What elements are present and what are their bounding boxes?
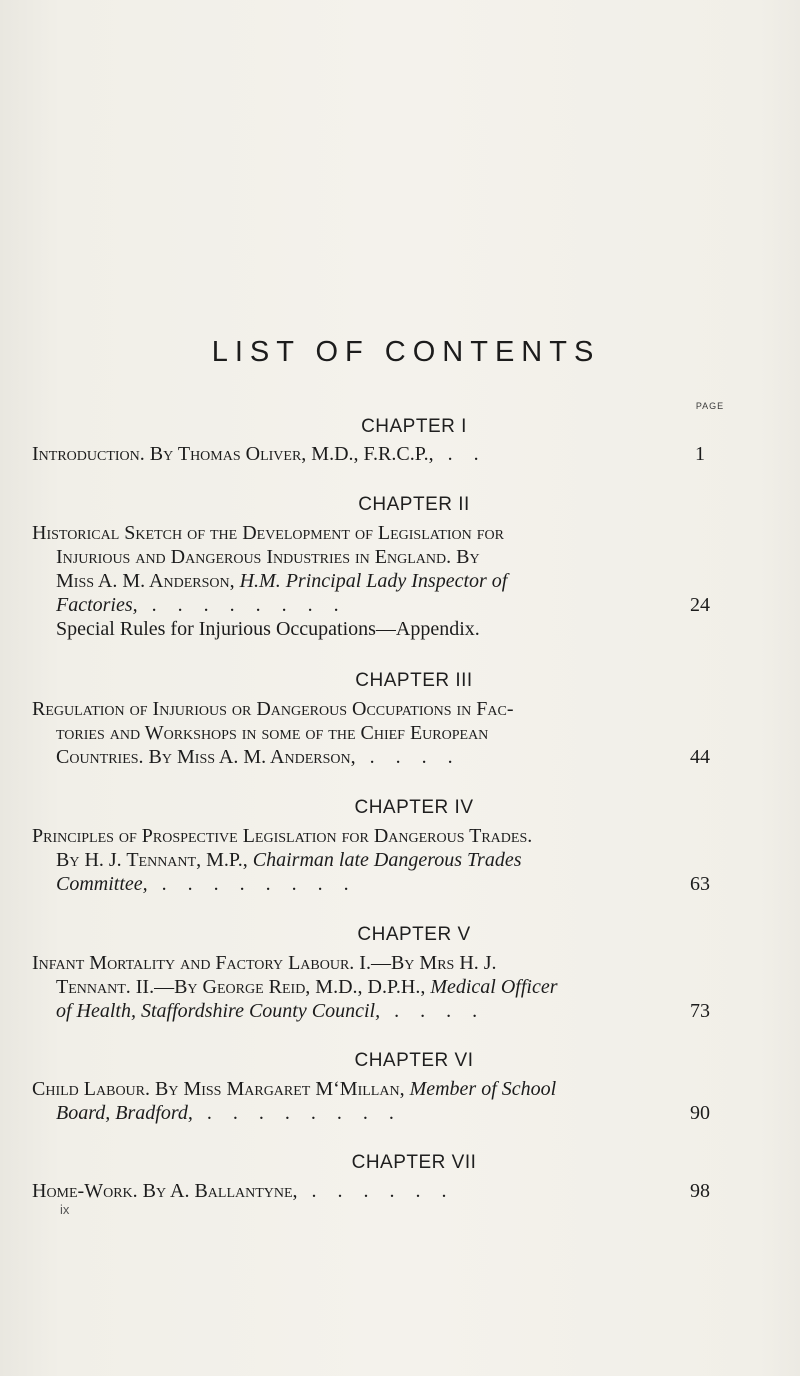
chapter-5-page: 73 [690, 1000, 710, 1022]
chapter-heading-5: CHAPTER V [357, 924, 471, 945]
chapter-4-line-2 [56, 849, 712, 871]
chapter-heading-2: CHAPTER II [358, 494, 470, 515]
chapter-2-author-title: H.M. Principal Lady Inspector of [239, 570, 508, 592]
chapter-6-page: 90 [690, 1102, 710, 1124]
chapter-2-author-title-cont: Factories, [56, 594, 138, 616]
chapter-1-page: 1 [695, 443, 705, 465]
chapter-heading-7: CHAPTER VII [351, 1152, 477, 1173]
chapter-heading-1: CHAPTER I [361, 416, 467, 437]
chapter-3-title-end: Countries. By Miss A. M. Anderson, [56, 746, 356, 768]
page-title: LIST OF CONTENTS [211, 336, 601, 368]
chapter-2-line-2: Injurious and Dangerous Industries in England. By [56, 546, 480, 568]
chapter-2-page: 24 [690, 594, 710, 616]
leader-dots: ........ [206, 1102, 415, 1124]
leader-dots: ........ [151, 594, 360, 616]
chapter-7-entry [32, 1180, 712, 1202]
chapter-2-line-1: Historical Sketch of the Development of Legislation for [32, 522, 504, 544]
chapter-6-line-2 [56, 1102, 712, 1124]
chapter-4-author: By H. J. Tennant, M.P., [56, 849, 248, 871]
chapter-5-line-1: Infant Mortality and Factory Labour. I.—By Mrs H. J. [32, 952, 497, 974]
folio-page-number: ix [60, 1202, 70, 1217]
chapter-1-entry [32, 443, 712, 465]
chapter-4-author-title: Chairman late Dangerous Trades [252, 849, 522, 871]
chapter-2-author: Miss A. M. Anderson, [56, 570, 235, 592]
chapter-3-line-1: Regulation of Injurious or Dangerous Occupations in Fac- [32, 698, 514, 720]
chapter-4-author-title-cont: Committee, [56, 873, 148, 895]
leader-dots: .... [369, 746, 474, 768]
chapter-5-author-title-cont: of Health, Staffordshire County Council, [56, 1000, 381, 1022]
chapter-7-title: Home-Work. By A. Ballantyne, [32, 1180, 298, 1202]
leader-dots: ........ [161, 873, 370, 895]
chapter-7-page: 98 [690, 1180, 710, 1202]
chapter-5-line-2 [56, 976, 712, 998]
chapter-6-author-title: Member of School [409, 1078, 557, 1100]
chapter-6-author: Child Labour. By Miss Margaret M‘Millan, [32, 1078, 405, 1100]
chapter-6-author-title-cont: Board, Bradford, [56, 1102, 193, 1124]
chapter-3-page: 44 [690, 746, 710, 768]
chapter-heading-4: CHAPTER IV [354, 797, 474, 818]
chapter-1-title: Introduction. By Thomas Oliver, M.D., F.R.C.P., [32, 443, 434, 465]
chapter-4-line-1: Principles of Prospective Legislation for Dangerous Trades. [32, 825, 533, 847]
chapter-2-line-3 [56, 570, 712, 592]
chapter-5-author-title: Medical Officer [430, 976, 558, 998]
leader-dots: .. [447, 443, 500, 465]
leader-dots: ...... [311, 1180, 468, 1202]
chapter-heading-3: CHAPTER III [355, 670, 473, 691]
chapter-4-line-3 [56, 873, 712, 895]
leader-dots: .... [394, 1000, 499, 1022]
chapter-3-line-3 [56, 746, 712, 768]
chapter-3-line-2: tories and Workshops in some of the Chief European [56, 722, 489, 744]
chapter-4-page: 63 [690, 873, 710, 895]
chapter-heading-6: CHAPTER VI [354, 1050, 474, 1071]
chapter-5-line-3 [56, 1000, 712, 1022]
chapter-2-subentry: Special Rules for Injurious Occupations—Appendix. [56, 618, 480, 640]
chapter-2-line-4 [56, 594, 712, 616]
page-column-heading: PAGE [695, 401, 725, 411]
chapter-6-line-1 [32, 1078, 712, 1100]
chapter-5-authors: Tennant. II.—By George Reid, M.D., D.P.H., [56, 976, 426, 998]
